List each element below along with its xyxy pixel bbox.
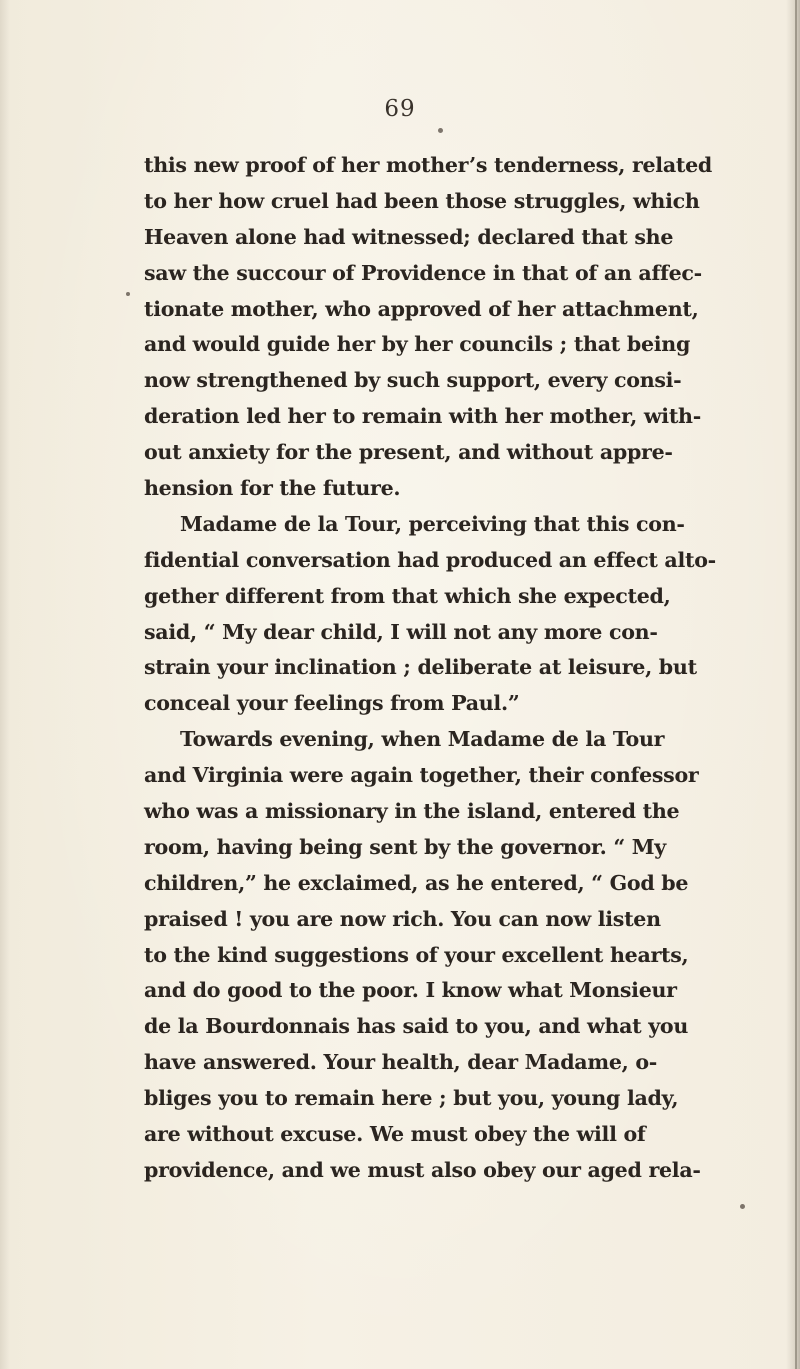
text-line: have answered. Your health, dear Madame, o-	[144, 1050, 658, 1075]
text-line: room, having being sent by the governor. “ My	[144, 834, 666, 859]
text-line: saw the succour of Providence in that of an affec-	[144, 260, 702, 285]
text-line: to the kind suggestions of your excellent hearts,	[144, 942, 689, 967]
ink-speck	[740, 1204, 745, 1209]
page-body-text	[144, 148, 716, 1189]
text-line: this new proof of her mother’s tenderness, related	[144, 153, 712, 177]
text-line: gether different from that which she expected,	[144, 583, 671, 608]
paragraph-end-line: hension for the future.	[144, 476, 401, 501]
paragraph-end-line: conceal your feelings from Paul.”	[144, 691, 520, 716]
text-line: said, “ My dear child, I will not any more con-	[144, 619, 658, 644]
text-line: to her how cruel had been those struggles, which	[144, 188, 700, 213]
text-line: strain your inclination ; deliberate at leisure, but	[144, 655, 697, 680]
text-line: and Virginia were again together, their confessor	[144, 763, 699, 788]
text-line: Heaven alone had witnessed; declared that she	[144, 224, 674, 249]
paragraph-start-line: Madame de la Tour, perceiving that this con-	[180, 511, 685, 536]
ink-speck	[438, 128, 443, 133]
ink-speck	[126, 292, 130, 296]
text-line: children,” he exclaimed, as he entered, “ God be	[144, 870, 689, 895]
text-line: and would guide her by her councils ; that being	[144, 332, 691, 357]
page-binding-edge	[786, 0, 800, 1369]
text-line: deration led her to remain with her mother, with-	[144, 404, 701, 429]
page-number: 69	[384, 96, 416, 122]
page-left-shadow	[0, 0, 10, 1369]
paragraph-start-line: Towards evening, when Madame de la Tour	[180, 727, 665, 752]
text-line: bliges you to remain here ; but you, young lady,	[144, 1086, 679, 1111]
text-line: and do good to the poor. I know what Monsieur	[144, 978, 677, 1003]
text-line: out anxiety for the present, and without appre-	[144, 440, 673, 465]
text-line: are without excuse. We must obey the will of	[144, 1122, 646, 1147]
text-line: praised ! you are now rich. You can now listen	[144, 906, 661, 931]
text-line: tionate mother, who approved of her attachment,	[144, 296, 699, 321]
text-line: who was a missionary in the island, entered the	[144, 799, 680, 824]
text-line: de la Bourdonnais has said to you, and what you	[144, 1014, 689, 1039]
text-line: providence, and we must also obey our aged rela-	[144, 1157, 701, 1182]
text-line: fidential conversation had produced an effect alto-	[144, 547, 716, 572]
text-line: now strengthened by such support, every consi-	[144, 368, 682, 393]
page-binding-line	[795, 0, 797, 1369]
